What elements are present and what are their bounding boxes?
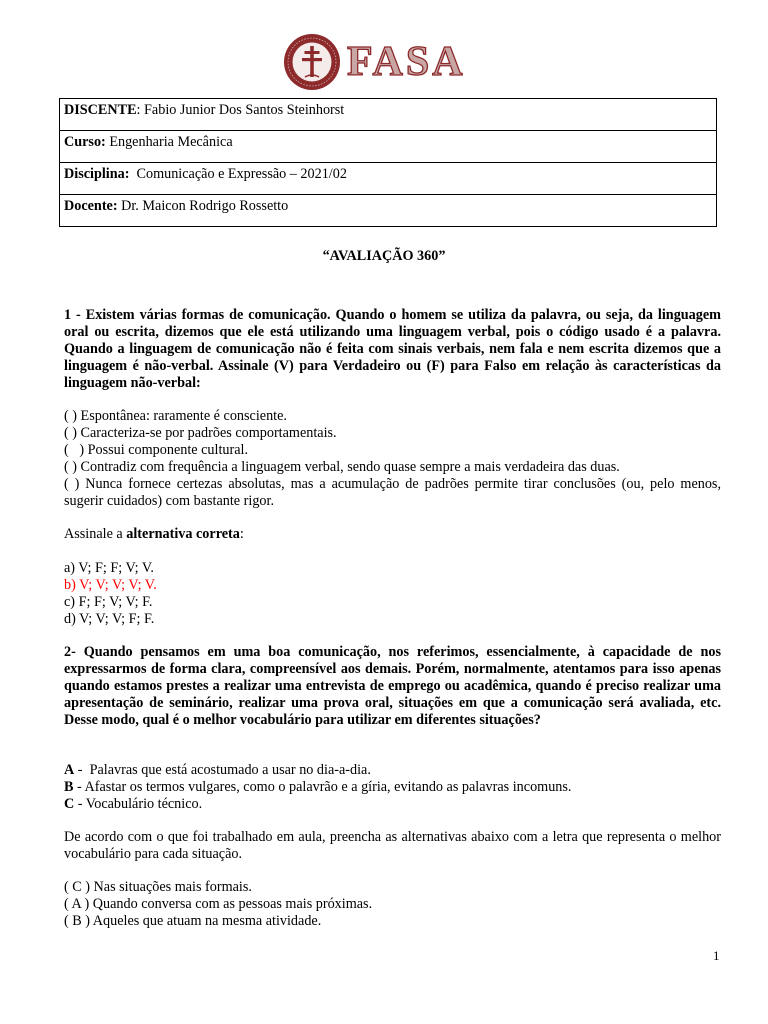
curso-value: Engenharia Mecânica bbox=[105, 134, 233, 150]
docente-label: Docente: bbox=[64, 198, 118, 214]
info-row-discente bbox=[60, 99, 717, 131]
question-2-answers bbox=[64, 879, 721, 930]
instruction-bold: alternativa correta bbox=[126, 526, 240, 542]
brand-name: FASA bbox=[347, 39, 466, 85]
docente-value: Dr. Maicon Rodrigo Rossetto bbox=[117, 198, 289, 214]
info-row-curso bbox=[60, 131, 717, 163]
vocab-b bbox=[64, 779, 721, 796]
statement-3: ( ) Possui componente cultural. bbox=[64, 442, 249, 458]
vocab-b-text: - Afastar os termos vulgares, como o palavrão e a gíria, evitando as palavras incomuns. bbox=[73, 779, 572, 795]
disciplina-value: Comunicação e Expressão – 2021/02 bbox=[129, 166, 347, 182]
info-row-disciplina bbox=[60, 163, 717, 195]
instruction-post: : bbox=[239, 526, 244, 542]
vocab-a-letter: A bbox=[64, 762, 75, 778]
fasa-logo bbox=[283, 33, 466, 91]
vocab-b-letter: B bbox=[64, 779, 74, 795]
answer-1: ( C ) Nas situações mais formais. bbox=[64, 879, 252, 895]
fasa-seal-icon bbox=[283, 33, 341, 91]
statement-5: ( ) Nunca fornece certezas absolutas, mas a acumulação de padrões permite tirar conclusões (ou, pelo menos, sugerir cuidados) com bastante rigor. bbox=[64, 476, 721, 509]
question-1-text: 1 - Existem várias formas de comunicação. Quando o homem se utiliza da palavra, ou seja, da linguagem oral ou escrita, dizemos que ele está utilizando uma linguagem verbal, pois o código usado é a palavra. Quando a linguagem de comunicação não é feita com sinais verbais, nem fala e nem escrita dizemos que a linguagem é não-verbal. Assinale (V) para Verdadeiro ou (F) para Falso em relação às características da linguagem não-verbal: bbox=[64, 307, 721, 391]
vocab-c bbox=[64, 796, 721, 813]
option-a: a) V; F; F; V; V. bbox=[64, 560, 154, 576]
document-title: “AVALIAÇÃO 360” bbox=[322, 248, 446, 264]
student-info-table bbox=[59, 98, 717, 227]
curso-label: Curso: bbox=[64, 134, 106, 150]
answer-3: ( B ) Aqueles que atuam na mesma atividade. bbox=[64, 913, 322, 929]
option-c: c) F; F; V; V; F. bbox=[64, 594, 153, 610]
vocab-a-text: - Palavras que está acostumado a usar no dia-a-dia. bbox=[74, 762, 371, 778]
vocab-c-letter: C bbox=[64, 796, 75, 812]
info-row-docente bbox=[60, 195, 717, 227]
discente-label: DISCENTE bbox=[64, 102, 137, 118]
question-1-statements bbox=[64, 408, 721, 510]
instruction-pre: Assinale a bbox=[64, 526, 127, 542]
question-1-options bbox=[64, 560, 721, 628]
option-d: d) V; V; V; F; F. bbox=[64, 611, 155, 627]
question-2-instruction: De acordo com o que foi trabalhado em aula, preencha as alternativas abaixo com a letra que representa o melhor vocabulário para cada situação. bbox=[64, 829, 721, 862]
discente-value: : Fabio Junior Dos Santos Steinhorst bbox=[136, 102, 345, 118]
option-b-selected: b) V; V; V; V; V. bbox=[64, 577, 157, 593]
vocab-c-text: - Vocabulário técnico. bbox=[74, 796, 203, 812]
vocabulary-list bbox=[64, 762, 721, 813]
question-1-instruction bbox=[64, 526, 721, 543]
statement-2: ( ) Caracteriza-se por padrões comportamentais. bbox=[64, 425, 337, 441]
statement-1: ( ) Espontânea: raramente é consciente. bbox=[64, 408, 287, 424]
statement-4: ( ) Contradiz com frequência a linguagem verbal, sendo quase sempre a mais verdadeira das duas. bbox=[64, 459, 620, 475]
answer-2: ( A ) Quando conversa com as pessoas mais próximas. bbox=[64, 896, 373, 912]
question-2-text: 2- Quando pensamos em uma boa comunicação, nos referimos, essencialmente, à capacidade de nos expressarmos de forma clara, compreensível aos demais. Porém, normalmente, atentamos para isso apenas quando estamos prestes a realizar uma entrevista de emprego ou acadêmica, quando é preciso realizar uma apresentação de seminário, realizar uma prova oral, situações em que a comunicação será avaliada, etc. Desse modo, qual é o melhor vocabulário para utilizar em diferentes situações? bbox=[64, 644, 721, 728]
page-number: 1 bbox=[713, 948, 720, 963]
disciplina-label: Disciplina: bbox=[64, 166, 130, 182]
vocab-a bbox=[64, 762, 721, 779]
